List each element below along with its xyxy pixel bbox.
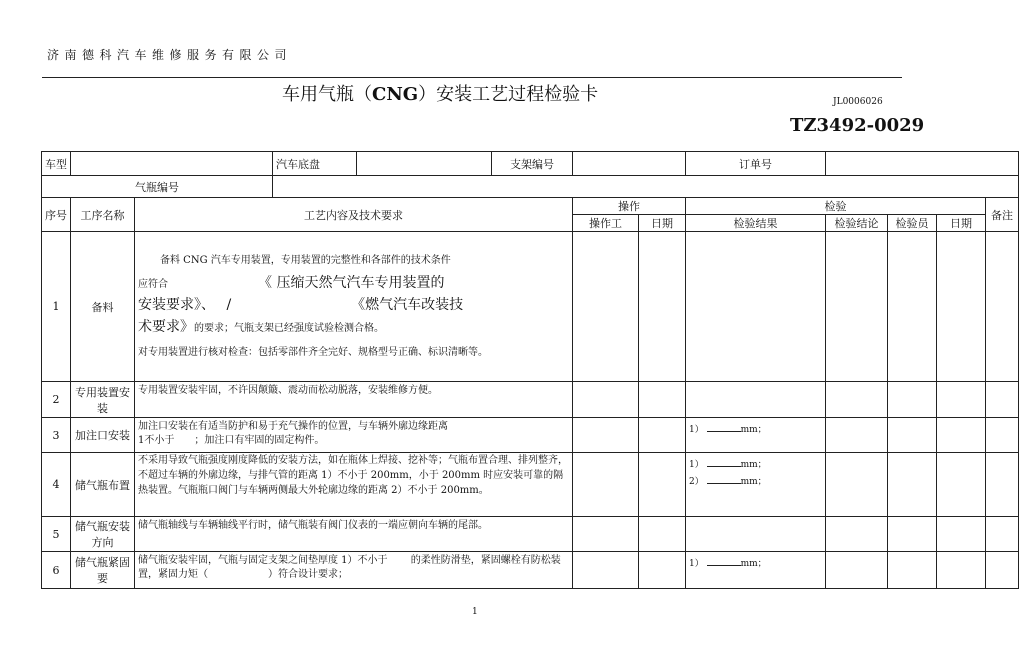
inspector-cell[interactable]: [888, 382, 937, 418]
result-label: 1）: [689, 425, 704, 435]
result-unit: mm；: [740, 559, 767, 569]
date-cell[interactable]: [639, 552, 686, 589]
col-operation: 操作: [573, 198, 686, 215]
document-title: [282, 80, 598, 106]
row-number: 5: [42, 517, 71, 552]
row-number: 2: [42, 382, 71, 418]
conclusion-cell[interactable]: [826, 232, 888, 382]
table-row: [42, 382, 1019, 418]
insp-date-cell[interactable]: [937, 517, 986, 552]
row-process: 储气瓶布置: [71, 453, 135, 517]
col-date: 日期: [639, 215, 686, 232]
row-number: 4: [42, 453, 71, 517]
title-post: ）安装工艺过程检验卡: [418, 84, 599, 105]
col-inspection: 检验: [686, 198, 986, 215]
tech-line: 加注口安装在有适当防护和易于充气操作的位置，与车辆外廓边缘距离: [138, 421, 448, 432]
tech-line: 《燃气汽车改装技: [351, 296, 464, 313]
remark-cell[interactable]: [986, 517, 1019, 552]
operator-cell[interactable]: [573, 232, 639, 382]
order-no-field[interactable]: [826, 152, 1019, 176]
result-cell[interactable]: [686, 552, 826, 589]
tech-line: 备料 CNG 汽车专用装置，专用装置的完整性和各部件的技术条件: [160, 254, 451, 266]
tech-line: 储气瓶轴线与车辆轴线平行时，储气瓶装有阀门仪表的一端应朝向车辆的尾部。: [138, 520, 488, 531]
col-operator: 操作工: [573, 215, 639, 232]
cylinder-no-label: 气瓶编号: [42, 176, 273, 198]
conclusion-cell[interactable]: [826, 517, 888, 552]
result-blank[interactable]: [707, 422, 741, 432]
result-label: 1）: [689, 559, 704, 569]
conclusion-cell[interactable]: [826, 552, 888, 589]
col-insp-date: 日期: [937, 215, 986, 232]
inspector-cell[interactable]: [888, 418, 937, 453]
table-row: [42, 453, 1019, 517]
col-result: 检验结果: [686, 215, 826, 232]
page-number: 1: [472, 607, 478, 617]
result-label: 1）: [689, 460, 704, 470]
result-cell[interactable]: [686, 517, 826, 552]
tech-line: 的要求；气瓶支架已经强度试验检测合格。: [194, 322, 384, 334]
row-process: 储气瓶紧固要: [71, 552, 135, 589]
result-unit: mm；: [740, 477, 767, 487]
table-row: [42, 552, 1019, 589]
title-bold: CNG: [372, 84, 419, 105]
row-tech: [135, 382, 573, 418]
result-blank[interactable]: [707, 457, 741, 467]
result-cell[interactable]: [686, 418, 826, 453]
tech-line: 专用装置安装牢固，不许因颠簸、震动而松动脱落，安装维修方便。: [138, 385, 438, 396]
remark-cell[interactable]: [986, 232, 1019, 382]
result-label: 2）: [689, 477, 704, 487]
inspector-cell[interactable]: [888, 552, 937, 589]
header-row-1: [42, 198, 1019, 215]
date-cell[interactable]: [639, 517, 686, 552]
chassis-label: 汽车底盘: [273, 152, 357, 176]
operator-cell[interactable]: [573, 517, 639, 552]
row-tech: [135, 552, 573, 589]
info-row-1: [42, 152, 1019, 176]
tech-line: 对专用装置进行核对检查：包括零部件齐全完好、规格型号正确、标识清晰等。: [138, 346, 488, 358]
inspector-cell[interactable]: [888, 232, 937, 382]
result-cell[interactable]: [686, 382, 826, 418]
col-tech: 工艺内容及技术要求: [135, 198, 573, 232]
insp-date-cell[interactable]: [937, 232, 986, 382]
tech-line: 不采用导致气瓶强度刚度降低的安装方法，如在瓶体上焊接、挖补等；气瓶布置合理、排列整齐，不超过车辆的外廓边缘，与排气管的距离 1）不小于 200mm，小于 200mm 时应安装可靠的隔热装置。气瓶瓶口阀门与车辆两侧最大外轮廓边缘的距离 2）不小于 200mm。: [138, 455, 568, 496]
table-row: [42, 418, 1019, 453]
inspector-cell[interactable]: [888, 453, 937, 517]
date-cell[interactable]: [639, 453, 686, 517]
date-cell[interactable]: [639, 418, 686, 453]
row-process: 加注口安装: [71, 418, 135, 453]
company-name: 济南德科汽车维修服务有限公司: [47, 48, 293, 62]
row-number: 6: [42, 552, 71, 589]
bracket-no-field[interactable]: [573, 152, 686, 176]
remark-cell[interactable]: [986, 552, 1019, 589]
date-cell[interactable]: [639, 232, 686, 382]
document-number: JL0006026: [833, 97, 883, 107]
row-number: 1: [42, 232, 71, 382]
tech-line: 储气瓶安装牢固，气瓶与固定支架之间垫厚度 1）不小于 的柔性防滑垫，紧固螺栓有防松装置，紧固力矩（ ）符合设计要求；: [138, 555, 561, 580]
insp-date-cell[interactable]: [937, 552, 986, 589]
inspector-cell[interactable]: [888, 517, 937, 552]
header-divider: [42, 77, 902, 78]
row-process: 备料: [71, 232, 135, 382]
table-row: [42, 232, 1019, 382]
col-inspector: 检验员: [888, 215, 937, 232]
title-pre: 车用气瓶（: [282, 84, 372, 105]
date-cell[interactable]: [639, 382, 686, 418]
insp-date-cell[interactable]: [937, 418, 986, 453]
row-tech: [135, 232, 573, 382]
cylinder-no-field[interactable]: [273, 176, 1019, 198]
conclusion-cell[interactable]: [826, 453, 888, 517]
conclusion-cell[interactable]: [826, 382, 888, 418]
tech-line: 应符合: [138, 278, 168, 290]
col-process: 工序名称: [71, 198, 135, 232]
operator-cell[interactable]: [573, 552, 639, 589]
remark-cell[interactable]: [986, 382, 1019, 418]
result-blank[interactable]: [707, 474, 741, 484]
bracket-no-label: 支架编号: [492, 152, 573, 176]
row-tech: [135, 453, 573, 517]
col-seq: 序号: [42, 198, 71, 232]
row-process: 储气瓶安装方向: [71, 517, 135, 552]
insp-date-cell[interactable]: [937, 453, 986, 517]
result-cell[interactable]: [686, 453, 826, 517]
vehicle-model-field[interactable]: [71, 152, 273, 176]
operator-cell[interactable]: [573, 382, 639, 418]
conclusion-cell[interactable]: [826, 418, 888, 453]
insp-date-cell[interactable]: [937, 382, 986, 418]
tech-line: 术要求》: [138, 318, 194, 335]
row-tech: [135, 418, 573, 453]
order-no-label: 订单号: [686, 152, 826, 176]
operator-cell[interactable]: [573, 453, 639, 517]
col-conclusion: 检验结论: [826, 215, 888, 232]
table-row: [42, 517, 1019, 552]
col-remark: 备注: [986, 198, 1019, 232]
result-blank[interactable]: [707, 556, 741, 566]
serial-number: TZ3492-0029: [790, 115, 925, 136]
remark-cell[interactable]: [986, 418, 1019, 453]
tech-line: 安装要求》、 /: [138, 296, 232, 313]
chassis-field[interactable]: [357, 152, 492, 176]
tech-line: 1不小于 ；加注口有牢固的固定构件。: [138, 435, 325, 446]
row-number: 3: [42, 418, 71, 453]
result-unit: mm；: [740, 425, 767, 435]
result-cell[interactable]: [686, 232, 826, 382]
row-tech: [135, 517, 573, 552]
vehicle-model-label: 车型: [42, 152, 71, 176]
operator-cell[interactable]: [573, 418, 639, 453]
tech-line: 《 压缩天然气汽车专用装置的: [258, 274, 445, 291]
remark-cell[interactable]: [986, 453, 1019, 517]
inspection-table: [41, 151, 1019, 589]
result-unit: mm；: [740, 460, 767, 470]
info-row-2: [42, 176, 1019, 198]
row-process: 专用装置安装: [71, 382, 135, 418]
